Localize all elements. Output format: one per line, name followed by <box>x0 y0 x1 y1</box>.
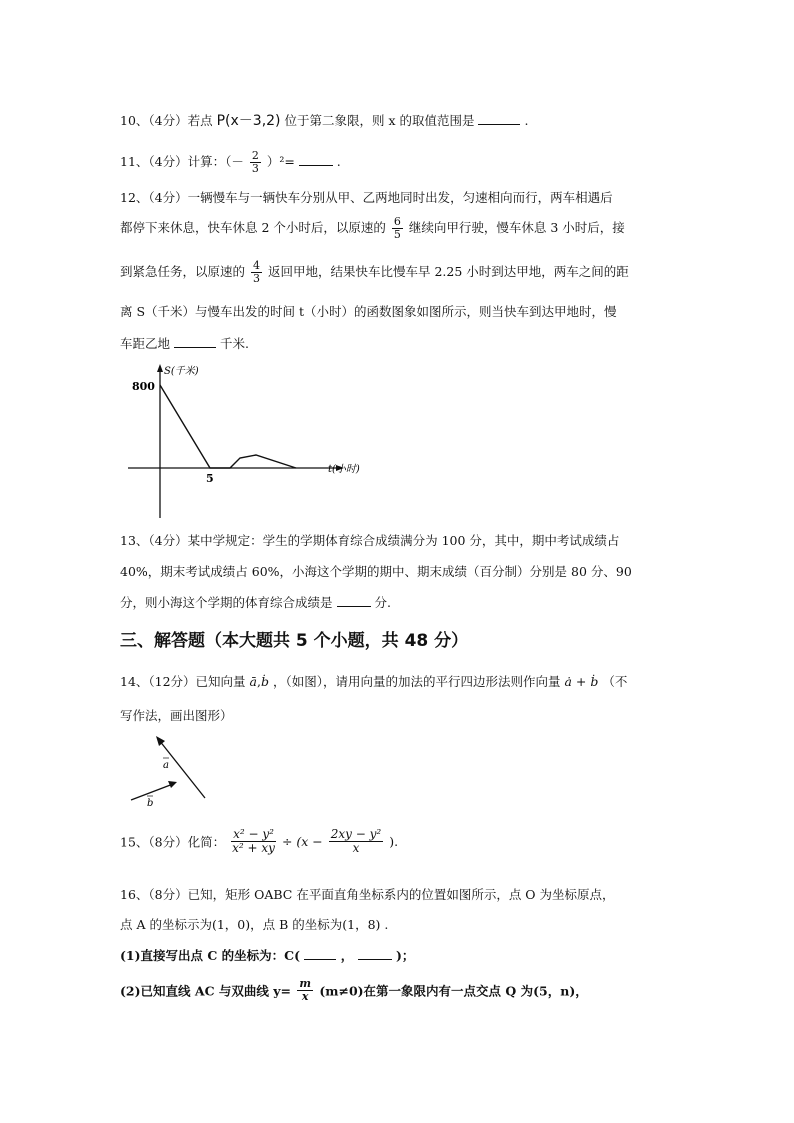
question-14-line-2: 写作法，画出图形） <box>120 708 233 723</box>
question-12-line-1: 12、（4分）一辆慢车与一辆快车分别从甲、乙两地同时出发，匀速相向而行，两车相遇后 <box>120 190 613 205</box>
question-10: 10、（4分）若点 P(x－3,2) 位于第二象限，则 x 的取值范围是 . <box>120 113 529 129</box>
vector-a-symbol: ā <box>249 674 257 689</box>
question-12-line-2: 都停下来休息，快车休息 2 个小时后，以原速的 $\frac{6}{5}$ 继续向甲行驶，慢车休息 3 小时后，接 <box>120 215 625 242</box>
distance-time-graph <box>120 360 380 520</box>
fraction-m-x: $\frac{m}{x}$ <box>299 977 311 1004</box>
x-tick-5: 5 <box>206 472 214 485</box>
vector-b-symbol: ḃ <box>260 674 269 689</box>
vector-b-arrowhead <box>168 781 177 788</box>
section-title: 三、解答题（本大题共 5 个小题，共 48 分） <box>120 631 469 651</box>
answer-blank-16-cy[interactable] <box>358 947 392 960</box>
answer-blank-12[interactable] <box>174 335 216 348</box>
vector-a-arrowhead <box>156 736 165 746</box>
point-p: P(x－3,2) <box>216 113 281 129</box>
answer-blank-16-cx[interactable] <box>304 947 336 960</box>
vector-sum-symbol: ȧ + ḃ <box>564 674 599 689</box>
question-13-line-3: 分，则小海这个学期的体育综合成绩是 分. <box>120 595 391 610</box>
answer-blank-13[interactable] <box>337 594 371 607</box>
question-16-line-1: 16、（8分）已知，矩形 OABC 在平面直角坐标系内的位置如图所示，点 O 为坐标原点， <box>120 887 615 902</box>
question-16-line-3: (1)直接写出点 C 的坐标为：C( ， )； <box>120 948 415 963</box>
fraction-6-5: $\frac{6}{5}$ <box>393 215 401 242</box>
fraction-15-first: $\frac{\text{x² − y²}}{\text{x² + xy}}$ <box>232 827 275 856</box>
question-16-line-4: (2)已知直线 AC 与双曲线 y= $\frac{m}{x}$ (m≠0)在第一象限内有一点交点 Q 为(5，n)， <box>120 977 588 1004</box>
distance-curve <box>160 385 296 468</box>
vector-figure <box>125 730 215 810</box>
question-11: 11、（4分）计算：（－ $\frac{2}{3}$ ）²= . <box>120 149 341 176</box>
question-13-line-1: 13、（4分）某中学规定：学生的学期体育综合成绩满分为 100 分，其中，期中考试成绩占 <box>120 533 620 548</box>
y-axis-label: S(千米) <box>164 366 199 377</box>
y-tick-800: 800 <box>132 380 155 393</box>
question-15: 15、（8分）化简： $\frac{\text{x² − y²}}{\text{x² + xy}}$ ÷ (x − $\frac{\text{2xy − y²}}{x}$ ). <box>120 827 399 856</box>
answer-blank-11[interactable] <box>299 153 333 166</box>
question-12-line-5: 车距乙地 千米. <box>120 336 249 351</box>
answer-blank-10[interactable] <box>478 112 520 125</box>
fraction-2-3: $\frac{2}{3}$ <box>251 149 259 176</box>
question-16-line-2: 点 A 的坐标示为(1，0)，点 B 的坐标为(1，8) . <box>120 917 389 932</box>
y-axis-arrow <box>157 364 163 372</box>
fraction-15-second: $\frac{\text{2xy − y²}}{x}$ <box>330 827 382 856</box>
question-14-line-1: 14、（12分）已知向量 ā,ḃ ，（如图），请用向量的加法的平行四边形法则作向量 ȧ + ḃ （不 <box>120 674 628 689</box>
question-13-line-2: 40%，期末考试成绩占 60%，小海这个学期的期中、期末成绩（百分制）分别是 80 分、90 <box>120 564 632 579</box>
vector-a-label: a <box>163 760 169 771</box>
question-12-line-3: 到紧急任务，以原速的 $\frac{4}{3}$ 返回甲地，结果快车比慢车早 2.25 小时到达甲地，两车之间的距 <box>120 259 629 286</box>
vector-b-label: b <box>147 798 154 809</box>
x-axis-label: t(小时) <box>328 464 360 475</box>
question-12-line-4: 离 S（千米）与慢车出发的时间 t（小时）的函数图象如图所示，则当快车到达甲地时，慢 <box>120 304 617 319</box>
fraction-4-3: $\frac{4}{3}$ <box>253 259 260 286</box>
